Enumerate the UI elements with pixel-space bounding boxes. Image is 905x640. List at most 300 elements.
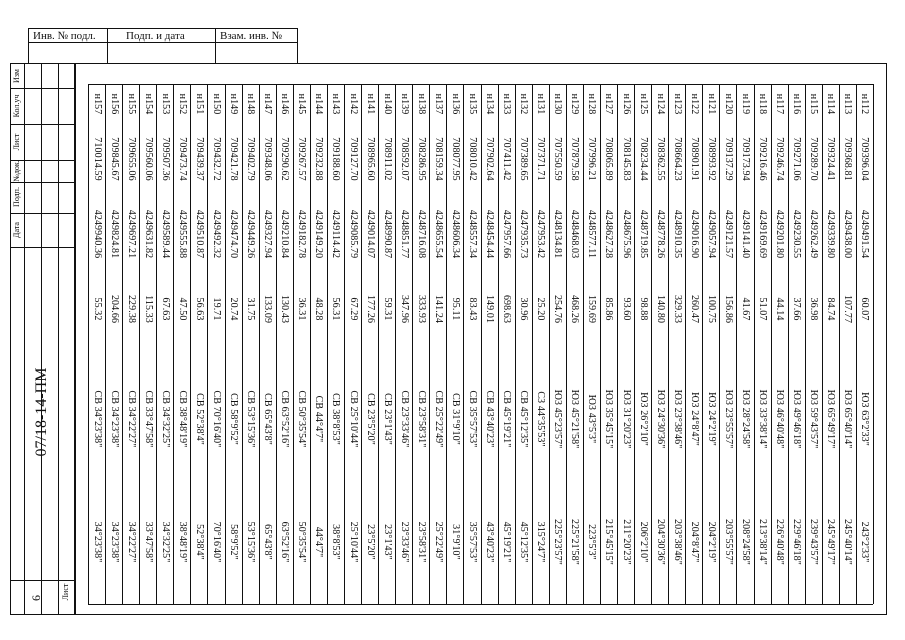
replace-inv-label: Взам. инв. № (220, 30, 282, 42)
table-cell-dist: 254.76 (552, 294, 564, 324)
table-cell-rumb: ЮЗ 31°20'23" (620, 389, 632, 449)
table-cell-x: 709432.72 (210, 137, 222, 181)
table-cell-y: 4249141.40 (740, 209, 751, 259)
table-grid-line (395, 84, 396, 604)
table-cell-y: 4248910.35 (671, 209, 683, 259)
table-cell-id: н127 (603, 93, 615, 115)
table-cell-x: 709324.41 (825, 137, 837, 181)
table-grid-line (361, 84, 362, 604)
table-cell-x: 709507.36 (159, 137, 171, 181)
table-cell-x: 708993.92 (705, 137, 717, 181)
table-grid-line (242, 84, 243, 604)
table-cell-y: 4249449.26 (245, 209, 257, 259)
table-cell-angle: 239°43'57" (808, 519, 820, 565)
table-grid-line (754, 84, 755, 604)
table-cell-rumb: ЮЗ 43°5'3" (586, 394, 598, 444)
table-cell-x: 707389.65 (518, 137, 530, 181)
table-grid-line (736, 84, 737, 604)
table-cell-id: н113 (842, 93, 854, 115)
table-cell-rumb: СВ 52°38'4" (193, 393, 205, 445)
table-cell-dist: 93.60 (620, 297, 632, 321)
stamp-col1 (24, 63, 25, 614)
table-grid-line (532, 84, 533, 604)
table-cell-y: 4249555.88 (176, 209, 188, 259)
table-cell-id: н137 (432, 93, 444, 115)
table-cell-x: 709439.37 (193, 137, 205, 181)
table-cell-id: н141 (364, 93, 376, 115)
stamp-doc-label: №док. (12, 160, 21, 182)
table-cell-x: 708159.34 (432, 137, 444, 181)
table-cell-y: 4249201.80 (774, 209, 786, 259)
table-cell-y: 4248675.96 (620, 209, 632, 259)
table-grid-line (429, 84, 430, 604)
table-cell-id: н140 (381, 93, 393, 115)
table-cell-x: 707996.21 (586, 137, 598, 181)
table-grid-line (327, 84, 328, 604)
table-cell-angle: 70°16'40" (210, 521, 222, 563)
table-cell-dist: 83.43 (466, 297, 478, 321)
table-cell-angle: 34°22'27" (125, 521, 137, 563)
table-cell-dist: 85.86 (603, 297, 615, 321)
stamp-h6 (10, 247, 75, 248)
table-grid-line (600, 84, 601, 604)
table-cell-angle: 34°23'38" (108, 521, 120, 563)
table-cell-dist: 51.07 (757, 297, 769, 321)
table-cell-id: н156 (108, 93, 120, 115)
table-cell-rumb: СВ 25°22'49" (432, 390, 444, 448)
table-grid-line (105, 84, 106, 604)
table-cell-angle: 35°57'53" (466, 521, 478, 563)
table-grid-line (617, 84, 618, 604)
table-cell-rumb: СВ 31°9'10" (449, 393, 461, 445)
table-cell-angle: 243°2'33" (859, 521, 871, 563)
table-grid-line (668, 84, 669, 604)
table-cell-x: 709271.06 (791, 137, 803, 181)
table-cell-rumb: СВ 58°9'52" (228, 393, 240, 445)
table-cell-dist: 56.31 (330, 297, 342, 321)
table-cell-rumb: ЮЗ 45°23'57" (552, 389, 564, 449)
table-cell-id: н150 (210, 93, 222, 115)
table-cell-y: 4249940.36 (91, 209, 103, 259)
table-cell-y: 4248454.44 (484, 209, 496, 259)
table-cell-angle: 53°15'36" (245, 521, 257, 563)
table-cell-dist: 60.07 (859, 297, 871, 321)
table-cell-x: 709267.57 (296, 137, 308, 181)
table-cell-id: н142 (347, 93, 359, 115)
inv-no-label: Инв. № подл. (33, 30, 96, 42)
table-cell-rumb: ЮЗ 24°8'47" (688, 392, 700, 446)
table-cell-angle: 204°2'19" (705, 521, 717, 563)
table-grid-line (293, 84, 294, 604)
table-cell-dist: 47.50 (176, 297, 188, 321)
table-cell-dist: 48.28 (313, 297, 325, 321)
table-cell-angle: 50°35'54" (296, 521, 308, 563)
stamp-h1 (10, 88, 75, 89)
table-cell-id: н153 (159, 93, 171, 115)
table-grid-line (566, 84, 567, 604)
table-grid-line (173, 84, 174, 604)
table-cell-y: 4248606.34 (449, 209, 461, 259)
table-cell-dist: 98.88 (637, 297, 649, 321)
table-grid-line (139, 84, 140, 604)
table-cell-rumb: СВ 44°4'7" (313, 395, 325, 443)
table-cell-rumb: СВ 63°52'16" (279, 390, 291, 448)
table-cell-dist: 95.11 (449, 297, 461, 321)
table-cell-id: н149 (228, 93, 240, 115)
table-grid-line (190, 84, 191, 604)
table-cell-angle: 25°10'44" (347, 521, 359, 563)
table-cell-y: 4249474.70 (228, 209, 240, 259)
stamp-h4 (10, 182, 75, 183)
table-cell-y: 4249182.78 (296, 209, 308, 259)
table-cell-rumb: ЮЗ 63°2'33" (859, 392, 871, 446)
table-cell-angle: 34°32'25" (159, 521, 171, 563)
sheet-word: Лист (61, 583, 70, 601)
table-cell-angle: 204°30'36" (654, 519, 666, 565)
table-cell-y: 4248557.34 (466, 209, 478, 259)
table-cell-angle: 23°33'46" (398, 521, 410, 563)
table-cell-y: 4249014.07 (364, 209, 376, 259)
table-cell-x: 709348.06 (262, 137, 274, 181)
table-cell-rumb: СВ 65°43'8" (262, 393, 274, 445)
table-cell-rumb: СВ 23°5'20" (364, 393, 376, 445)
table-cell-x: 708234.44 (637, 137, 649, 181)
table-cell-y: 4249262.49 (808, 209, 820, 259)
stamp-count-label: Кол.уч (12, 94, 21, 118)
table-grid-line (822, 84, 823, 604)
table-cell-x: 709421.78 (228, 137, 240, 181)
table-cell-id: н120 (722, 93, 734, 115)
table-cell-id: н116 (791, 93, 803, 115)
table-grid-line (515, 84, 516, 604)
table-cell-id: н138 (415, 93, 427, 115)
stamp-signature-label: Подп. (12, 187, 21, 207)
table-grid-line (719, 84, 720, 604)
table-cell-x: 707550.59 (552, 137, 564, 181)
table-cell-rumb: ЮЗ 33°38'14" (757, 389, 769, 449)
table-grid-line (498, 84, 499, 604)
table-grid-line (88, 84, 89, 604)
table-cell-dist: 204.66 (108, 294, 120, 324)
table-grid-line (276, 84, 277, 604)
table-grid-line (771, 84, 772, 604)
table-cell-y: 4249492.32 (210, 209, 222, 259)
table-cell-y: 4248990.87 (381, 209, 393, 259)
table-cell-id: н147 (262, 93, 274, 115)
table-cell-rumb: ЮЗ 65°49'17" (825, 389, 837, 449)
table-grid-line (651, 84, 652, 604)
table-cell-x: 707371.71 (535, 137, 547, 181)
table-grid-line (344, 84, 345, 604)
table-cell-id: н121 (705, 93, 717, 115)
table-cell-dist: 468.26 (569, 294, 581, 324)
table-cell-dist: 149.01 (484, 294, 496, 324)
table-cell-rumb: СВ 35°57'53" (466, 390, 478, 448)
table-cell-dist: 141.24 (432, 294, 444, 324)
table-cell-angle: 33°47'58" (142, 521, 154, 563)
sheet-number: 6 (29, 595, 43, 601)
table-cell-x: 708065.89 (603, 137, 615, 181)
table-cell-dist: 56.63 (193, 297, 205, 321)
table-cell-y: 4249327.94 (262, 209, 274, 259)
table-cell-x: 709290.62 (279, 137, 291, 181)
table-cell-angle: 44°4'7" (313, 526, 325, 558)
table-cell-angle: 34°23'38" (91, 521, 103, 563)
table-cell-rumb: ЮЗ 65°40'14" (842, 389, 854, 449)
table-grid-line (583, 84, 584, 604)
table-grid-line (481, 84, 482, 604)
table-cell-y: 4249121.57 (722, 209, 734, 259)
table-cell-x: 708077.95 (449, 137, 461, 181)
table-cell-x: 709368.81 (842, 137, 854, 181)
table-grid-line (225, 84, 226, 604)
table-cell-rumb: ЮЗ 23°38'46" (671, 389, 683, 449)
table-grid-line (259, 84, 260, 604)
table-grid-line (412, 84, 413, 604)
header-div1 (107, 28, 108, 64)
table-cell-id: н157 (91, 93, 103, 115)
table-cell-angle: 45°12'35" (518, 521, 530, 563)
table-cell-angle: 52°38'4" (193, 524, 205, 560)
table-cell-dist: 30.96 (518, 297, 530, 321)
table-cell-rumb: СВ 34°32'25" (159, 390, 171, 448)
stamp-h2 (10, 124, 75, 125)
table-cell-rumb: СВ 45°19'21" (501, 390, 513, 448)
table-cell-rumb: СВ 34°23'38" (91, 390, 103, 448)
table-cell-id: н128 (586, 93, 598, 115)
table-cell-rumb: ЮЗ 49°46'18" (791, 389, 803, 449)
table-cell-id: н129 (569, 93, 581, 115)
table-cell-angle: 204°8'47" (688, 521, 700, 563)
table-cell-x: 708965.60 (364, 137, 376, 181)
table-grid-line (805, 84, 806, 604)
table-cell-dist: 133.09 (262, 294, 274, 324)
table-cell-x: 708010.42 (466, 137, 478, 181)
table-cell-angle: 38°48'19" (176, 521, 188, 563)
table-cell-y: 4249169.69 (757, 209, 769, 259)
table-grid-line (685, 84, 686, 604)
table-cell-angle: 208°24'58" (740, 519, 751, 565)
table-cell-rumb: ЮЗ 26°2'10" (637, 392, 649, 446)
table-cell-x: 708286.95 (415, 137, 427, 181)
table-cell-dist: 329.33 (671, 294, 683, 324)
table-cell-dist: 36.31 (296, 297, 308, 321)
table-cell-dist: 100.75 (705, 294, 717, 324)
stamp-col2 (41, 63, 42, 614)
table-grid-line (446, 84, 447, 604)
table-cell-y: 4247935.73 (518, 209, 530, 259)
table-cell-id: н139 (398, 93, 410, 115)
table-cell-y: 4249510.87 (193, 209, 205, 259)
table-cell-dist: 140.80 (654, 294, 666, 324)
table-cell-x: 709216.46 (757, 137, 769, 181)
table-grid-line (634, 84, 635, 604)
table-cell-rumb: СВ 23°58'31" (415, 390, 427, 448)
table-cell-id: н146 (279, 93, 291, 115)
table-cell-dist: 347.96 (398, 294, 410, 324)
table-cell-x: 708901.91 (688, 137, 700, 181)
table-cell-id: н135 (466, 93, 478, 115)
table-cell-rumb: СВ 70°16'40" (210, 390, 222, 448)
table-cell-y: 4247957.66 (501, 209, 513, 259)
table-cell-angle: 315°24'7" (535, 521, 547, 563)
header-div2 (215, 28, 216, 64)
stamp-date-label: Дата (12, 222, 21, 238)
table-cell-rumb: СЗ 44°35'53" (535, 391, 547, 447)
table-cell-id: н118 (757, 93, 769, 115)
table-cell-rumb: СВ 25°10'44" (347, 390, 359, 448)
table-cell-y: 4249438.00 (842, 209, 854, 259)
table-cell-x: 709137.29 (722, 137, 734, 181)
table-cell-dist: 107.77 (842, 294, 854, 324)
table-cell-angle: 43°40'23" (484, 521, 496, 563)
table-cell-id: н155 (125, 93, 137, 115)
table-cell-y: 4249339.80 (825, 209, 837, 259)
table-cell-angle: 213°38'14" (757, 519, 769, 565)
table-cell-dist: 41.67 (740, 297, 751, 321)
table-cell-angle: 245°49'17" (825, 519, 837, 565)
table-cell-angle: 245°40'14" (842, 519, 854, 565)
table-cell-dist: 36.98 (808, 297, 820, 321)
table-cell-rumb: ЮЗ 45°21'58" (569, 389, 581, 449)
table-cell-dist: 229.38 (125, 294, 137, 324)
table-cell-angle: 58°9'52" (228, 524, 240, 560)
table-cell-angle: 225°23'57" (552, 519, 564, 565)
table-cell-rumb: СВ 33°47'58" (142, 390, 154, 448)
table-cell-id: н124 (654, 93, 666, 115)
table-grid-line (788, 84, 789, 604)
table-grid-line (310, 84, 311, 604)
table-cell-id: н132 (518, 93, 530, 115)
table-cell-angle: 31°9'10" (449, 524, 461, 560)
table-cell-angle: 23°58'31" (415, 521, 427, 563)
table-cell-y: 4248655.54 (432, 209, 444, 259)
table-cell-x: 708664.23 (671, 137, 683, 181)
table-cell-y: 4248778.26 (654, 209, 666, 259)
table-cell-dist: 31.75 (245, 297, 257, 321)
table-cell-y: 4249016.90 (688, 209, 700, 259)
table-cell-rumb: ЮЗ 59°43'57" (808, 389, 820, 449)
table-cell-y: 4249114.42 (330, 209, 342, 259)
table-cell-dist: 25.20 (535, 297, 547, 321)
table-cell-dist: 55.32 (91, 297, 103, 321)
sign-date-label: Подп. и дата (126, 30, 185, 42)
table-cell-y: 4249631.82 (142, 209, 154, 259)
stamp-change-label: Изм (12, 69, 21, 83)
stamp-right-border (74, 63, 76, 614)
table-cell-x: 707902.64 (484, 137, 496, 181)
table-cell-y: 4248719.85 (637, 209, 649, 259)
table-cell-rumb: СВ 23°33'46" (398, 390, 410, 448)
table-cell-id: н134 (484, 93, 496, 115)
table-cell-x: 709560.06 (142, 137, 154, 181)
table-cell-id: н151 (193, 93, 205, 115)
table-cell-id: н122 (688, 93, 700, 115)
table-cell-x: 710014.59 (91, 137, 103, 181)
table-top-line (88, 84, 873, 85)
table-cell-angle: 215°45'15" (603, 519, 615, 565)
table-cell-dist: 67.29 (347, 297, 359, 321)
table-cell-angle: 38°8'53" (330, 524, 342, 560)
table-cell-y: 4249057.94 (705, 209, 717, 259)
table-cell-dist: 156.86 (722, 294, 734, 324)
table-cell-rumb: ЮЗ 35°45'15" (603, 389, 615, 449)
table-cell-id: н112 (859, 93, 871, 115)
table-cell-y: 4248716.08 (415, 209, 427, 259)
table-cell-dist: 67.63 (159, 297, 171, 321)
table-cell-angle: 206°2'10" (637, 521, 649, 563)
table-cell-dist: 59.31 (381, 297, 393, 321)
table-cell-y: 4248627.28 (603, 209, 615, 259)
table-cell-id: н130 (552, 93, 564, 115)
table-cell-dist: 37.66 (791, 297, 803, 321)
table-grid-line (856, 84, 857, 604)
table-cell-id: н125 (637, 93, 649, 115)
table-cell-angle: 226°40'48" (774, 519, 786, 565)
table-cell-x: 709246.74 (774, 137, 786, 181)
table-cell-rumb: СВ 50°35'54" (296, 390, 308, 448)
doc-code: 07/18-14-ПМ (33, 367, 50, 457)
table-cell-id: н123 (671, 93, 683, 115)
stamp-h7 (10, 580, 75, 581)
table-cell-x: 708911.02 (381, 137, 393, 181)
table-cell-y: 4249491.54 (859, 209, 871, 259)
table-cell-x: 707879.58 (569, 137, 581, 181)
table-cell-y: 4249824.81 (108, 209, 120, 259)
table-cell-y: 4247953.42 (535, 209, 547, 259)
table-cell-y: 4248134.81 (552, 209, 564, 259)
table-grid-line (873, 84, 874, 604)
table-grid-line (839, 84, 840, 604)
table-cell-x: 709396.04 (859, 137, 871, 181)
table-cell-dist: 698.63 (501, 294, 513, 324)
table-grid-line (378, 84, 379, 604)
table-cell-rumb: ЮЗ 24°30'36" (654, 389, 666, 449)
table-cell-angle: 211°20'23" (620, 519, 632, 565)
table-cell-angle: 23°5'20" (364, 524, 376, 560)
table-cell-dist: 130.43 (279, 294, 291, 324)
stamp-sheet-label: Лист (12, 133, 21, 151)
table-cell-id: н136 (449, 93, 461, 115)
table-cell-id: н119 (740, 93, 751, 115)
table-cell-y: 4249697.21 (125, 209, 137, 259)
table-cell-dist: 44.14 (774, 297, 786, 321)
table-cell-angle: 203°55'57" (722, 519, 734, 565)
table-cell-angle: 63°52'16" (279, 521, 291, 563)
table-cell-y: 4249230.55 (791, 209, 803, 259)
table-grid-line (207, 84, 208, 604)
table-cell-rumb: СВ 34°22'27" (125, 390, 137, 448)
table-cell-x: 709188.60 (330, 137, 342, 181)
table-cell-rumb: СВ 53°15'36" (245, 390, 257, 448)
table-cell-y: 4249149.20 (313, 209, 325, 259)
table-cell-rumb: СВ 38°48'19" (176, 390, 188, 448)
table-cell-angle: 225°21'58" (569, 519, 581, 565)
table-cell-id: н114 (825, 93, 837, 115)
table-cell-id: н143 (330, 93, 342, 115)
table-cell-angle: 229°46'18" (791, 519, 803, 565)
table-cell-rumb: ЮЗ 23°55'57" (722, 389, 734, 449)
table-cell-id: н144 (313, 93, 325, 115)
table-cell-y: 4248577.11 (586, 209, 598, 259)
table-cell-id: н152 (176, 93, 188, 115)
table-cell-rumb: СВ 38°8'53" (330, 393, 342, 445)
table-cell-angle: 65°43'8" (262, 524, 274, 560)
table-cell-x: 709232.88 (313, 137, 325, 181)
table-cell-y: 4249085.79 (347, 209, 359, 259)
table-cell-id: н117 (774, 93, 786, 115)
table-cell-x: 708592.07 (398, 137, 410, 181)
